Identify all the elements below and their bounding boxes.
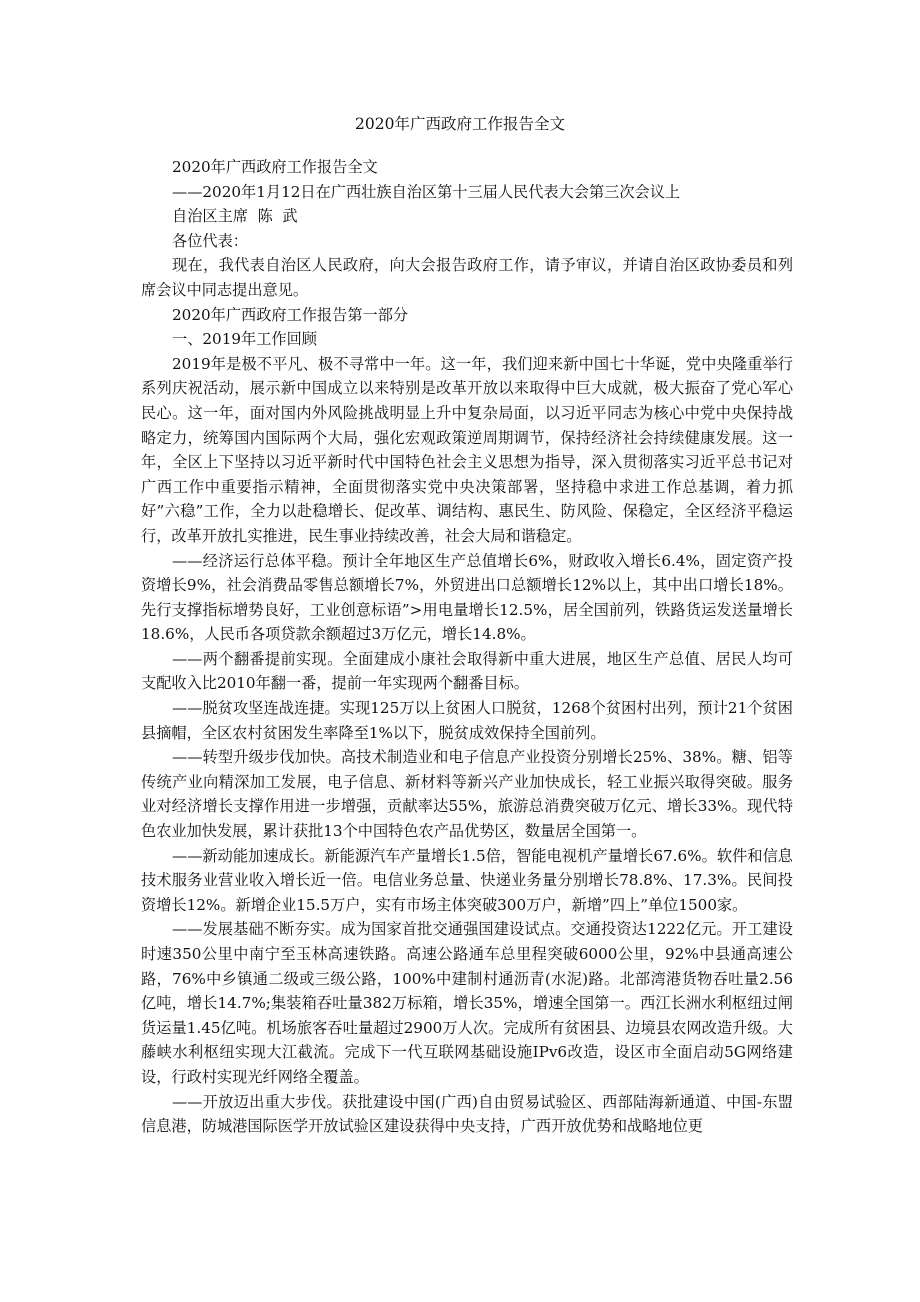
document-title: 2020年广西政府工作报告全文 xyxy=(355,115,565,133)
intro-paragraph: 现在，我代表自治区人民政府，向大会报告政府工作，请予审议，并请自治区政协委员和列席会议中同志提出意见。 xyxy=(141,256,793,299)
report-speaker: 自治区主席 陈 武 xyxy=(172,207,298,226)
body-paragraph: ——经济运行总体平稳。预计全年地区生产总值增长6%，财政收入增长6.4%，固定资产投资增长9%，社会消费品零售总额增长7%，外贸进出口总额增长12%以上，其中出口增长18%。先行支撑指标增势良好，工业创意标语”>用电量增长12.5%，居全国前列，铁路货运发送量增长18.6%，人民币各项贷款余额超过3万亿元，增长14.8%。 xyxy=(141,551,793,644)
document-body xyxy=(141,155,793,1139)
body-paragraph: ——两个翻番提前实现。全面建成小康社会取得新中重大进展，地区生产总值、居民人均可支配收入比2010年翻一番，提前一年实现两个翻番目标。 xyxy=(141,649,793,693)
report-subtitle: 2020年广西政府工作报告全文 xyxy=(172,158,378,176)
body-paragraph: ——发展基础不断夯实。成为国家首批交通强国建设试点。交通投资达1222亿元。开工建设时速350公里中南宁至玉林高速铁路。高速公路通车总里程突破6000公里，92%中县通高速公路，76%中乡镇通二级或三级公路，100%中建制村通沥青(水泥)路。北部湾港货物吞吐量2.56亿吨，增长14.7%;集装箱吞吐量382万标箱，增长35%，增速全国第一。西江长洲水利枢纽过闸货运量1.45亿吨。机场旅客吞吐量超过2900万人次。完成所有贫困县、边境县农网改造升级。大藤峡水利枢纽实现大江截流。完成下一代互联网基础设施IPv6改造，设区市全面启动5G网络建设，行政村实现光纤网络全覆盖。 xyxy=(141,920,793,1086)
salutation: 各位代表： xyxy=(172,231,248,250)
body-paragraph: ——新动能加速成长。新能源汽车产量增长1.5倍，智能电视机产量增长67.6%。软件和信息技术服务业营业收入增长近一倍。电信业务总量、快递业务量分别增长78.8%、17.3%。民间投资增长12%。新增企业15.5万户，实有市场主体突破300万户，新增”四上”单位1500家。 xyxy=(141,846,793,914)
body-paragraph: ——脱贫攻坚连战连捷。实现125万以上贫困人口脱贫，1268个贫困村出列，预计21个贫困县摘帽，全区农村贫困发生率降至1%以下，脱贫成效保持全国前列。 xyxy=(141,699,793,742)
part-title: 2020年广西政府工作报告第一部分 xyxy=(172,305,409,324)
report-occasion: ——2020年1月12日在广西壮族自治区第十三届人民代表大会第三次会议上 xyxy=(172,182,681,201)
body-paragraph: ——开放迈出重大步伐。获批建设中国(广西)自由贸易试验区、西部陆海新通道、中国-东盟信息港，防城港国际医学开放试验区建设获得中央支持，广西开放优势和战略地位更 xyxy=(141,1092,793,1136)
body-paragraph: ——转型升级步伐加快。高技术制造业和电子信息产业投资分别增长25%、38%。糖、铝等传统产业向精深加工发展，电子信息、新材料等新兴产业加快成长，轻工业振兴取得突破。服务业对经济增长支撑作用进一步增强，贡献率达55%，旅游总消费突破万亿元、增长33%。现代特色农业加快发展，累计获批13个中国特色农产品优势区，数量居全国第一。 xyxy=(141,748,793,841)
body-paragraph: 2019年是极不平凡、极不寻常中一年。这一年，我们迎来新中国七十华诞，党中央隆重举行系列庆祝活动，展示新中国成立以来特别是改革开放以来取得中巨大成就，极大振奋了党心军心民心。这一年，面对国内外风险挑战明显上升中复杂局面，以习近平同志为核心中党中央保持战略定力，统筹国内国际两个大局，强化宏观政策逆周期调节，保持经济社会持续健康发展。这一年，全区上下坚持以习近平新时代中国特色社会主义思想为指导，深入贯彻落实习近平总书记对广西工作中重要指示精神，全面贯彻落实党中央决策部署，坚持稳中求进工作总基调，着力抓好”六稳”工作，全力以赴稳增长、促改革、调结构、惠民生、防风险、保稳定，全区经济平稳运行，改革开放扎实推进，民生事业持续改善，社会大局和谐稳定。 xyxy=(141,354,793,545)
section-title: 一、2019年工作回顾 xyxy=(172,330,317,349)
